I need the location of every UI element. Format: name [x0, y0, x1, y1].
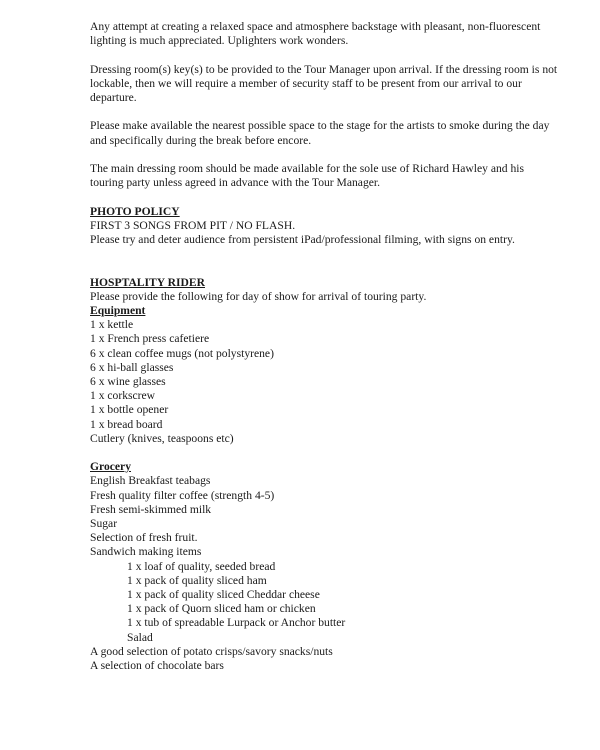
equipment-heading: Equipment — [90, 303, 146, 317]
list-item: 6 x clean coffee mugs (not polystyrene) — [90, 346, 274, 360]
list-item: 1 x kettle — [90, 318, 134, 332]
list-item: Fresh semi-skimmed milk — [90, 502, 212, 516]
photo-policy-line: FIRST 3 SONGS FROM PIT / NO FLASH. — [90, 218, 296, 232]
list-item: Sugar — [90, 517, 118, 531]
list-item: 6 x wine glasses — [90, 375, 166, 388]
list-item: Salad — [127, 630, 153, 644]
dressing-room-key-paragraph: Dressing room(s) key(s) to be provided to the Tour Manager upon arrival. If the dressing room is not lockable, then we will require a member of security staff to be present from our arrival to our departure. — [90, 62, 558, 104]
smoking-space-paragraph: Please make available the nearest possible space to the stage for the artists to smoke during the day and specifically during the break before encore. — [90, 119, 550, 147]
document-page — [90, 20, 560, 673]
list-item: A good selection of potato crisps/savory snacks/nuts — [90, 644, 333, 658]
list-item: 1 x bread board — [90, 417, 163, 431]
sandwich-items-list — [90, 560, 560, 645]
grocery-heading: Grocery — [90, 460, 131, 474]
list-item: Cutlery (knives, teaspoons etc) — [90, 431, 234, 445]
list-item: 1 x loaf of quality, seeded bread — [127, 559, 276, 573]
grocery-more-list — [90, 645, 560, 673]
list-item: Selection of fresh fruit. — [90, 531, 198, 545]
list-item: 1 x bottle opener — [90, 403, 169, 417]
hospitality-intro: Please provide the following for day of show for arrival of touring party. — [90, 289, 427, 303]
list-item: 1 x pack of quality sliced Cheddar cheese — [127, 588, 320, 602]
hospitality-rider-heading: HOSPTALITY RIDER — [90, 275, 205, 289]
equipment-list — [90, 318, 560, 446]
list-item: Fresh quality filter coffee (strength 4-5) — [90, 488, 275, 502]
list-item: English Breakfast teabags — [90, 474, 211, 488]
grocery-list — [90, 474, 560, 559]
photo-policy-heading: PHOTO POLICY — [90, 204, 180, 218]
list-item: 1 x corkscrew — [90, 389, 156, 403]
main-dressing-room-paragraph: The main dressing room should be made available for the sole use of Richard Hawley and his touring party unless agreed in advance with the Tour Manager. — [90, 161, 525, 190]
list-item: 1 x pack of Quorn sliced ham or chicken — [127, 602, 316, 616]
list-item: A selection of chocolate bars — [90, 659, 224, 673]
photo-policy-line: Please try and deter audience from persistent iPad/professional filming, with signs on entry. — [90, 232, 515, 246]
list-item: 6 x hi-ball glasses — [90, 360, 174, 374]
list-item: 1 x tub of spreadable Lurpack or Anchor butter — [127, 616, 346, 630]
list-item: 1 x pack of quality sliced ham — [127, 573, 267, 587]
list-item: 1 x French press cafetiere — [90, 332, 210, 346]
lighting-paragraph: Any attempt at creating a relaxed space and atmosphere backstage with pleasant, non-fluorescent lighting is much appreciated. Uplighters work wonders. — [90, 20, 541, 48]
list-item: Sandwich making items — [90, 545, 202, 559]
